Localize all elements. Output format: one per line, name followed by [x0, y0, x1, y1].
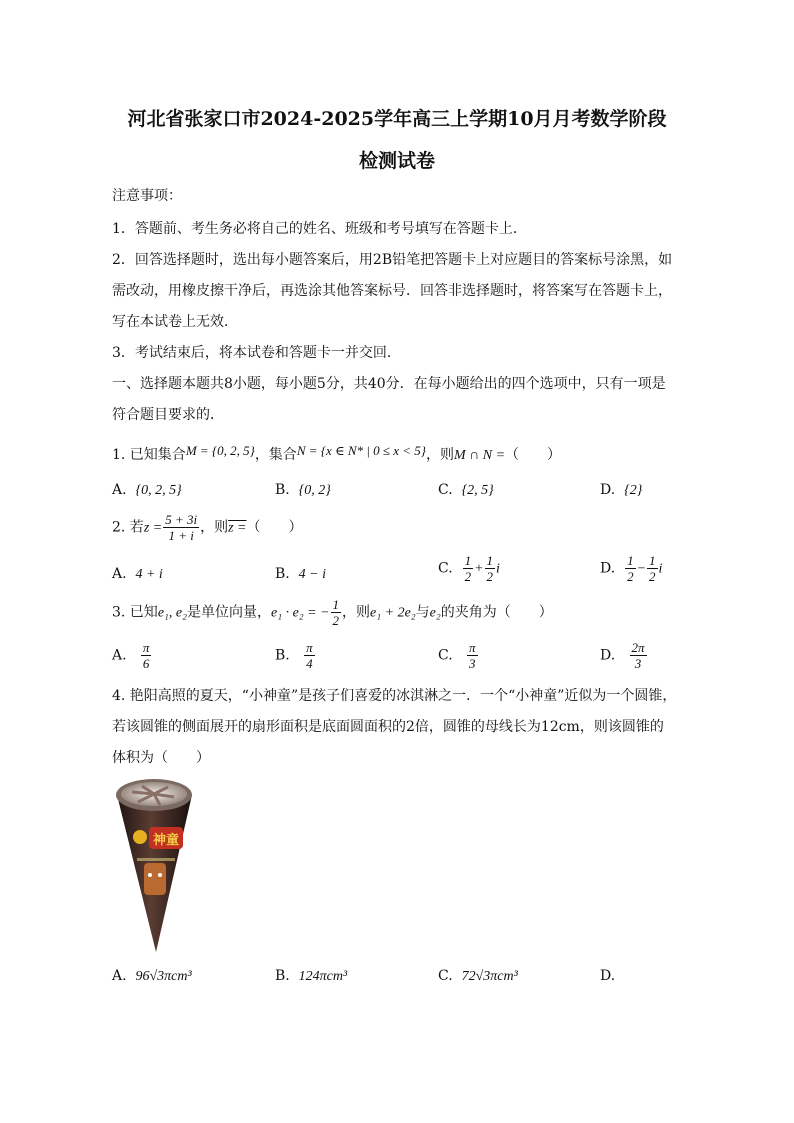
- notice-heading: 注意事项：: [112, 188, 182, 204]
- question-4-cont: 若该圆锥的侧面展开的扇形面积是底面圆面积的2倍，圆锥的母线长为12cm，则该圆锥的: [112, 719, 664, 735]
- question-2: 2. 若z = $\frac{5 + 3i}{1 + i}$ ，则z =（ ）: [112, 512, 303, 543]
- q4-option-b: B. 124πcm³: [275, 968, 348, 984]
- question-3: 3. 已知e₁, e₂是单位向量，e₁ · e₂ = − $\frac{1}{2}$ ，则e₁ + 2e₂与e₂的夹角为（ ）: [112, 597, 553, 628]
- q2-option-a: A. 4 + i: [112, 566, 163, 582]
- q3-option-d: D. $\frac{2\pi}{3}$: [600, 640, 645, 671]
- question-4: 4. 艳阳高照的夏天，“小神童”是孩子们喜爱的冰淇淋之一．一个“小神童”近似为一个圆锥，: [112, 688, 677, 704]
- q3-option-a: A. $\frac{\pi}{6}$: [112, 640, 150, 671]
- q3-option-b: B. $\frac{\pi}{4}$: [275, 640, 313, 671]
- q4-option-a: A. 96√3πcm³: [112, 968, 192, 984]
- page-title-line2: 检测试卷: [358, 150, 435, 172]
- q3-option-c: C. $\frac{\pi}{3}$: [438, 640, 476, 671]
- question-4-cont2: 体积为（ ）: [112, 750, 210, 766]
- q1-option-b: B. {0, 2}: [275, 482, 331, 498]
- q1-option-d: D. {2}: [600, 482, 643, 498]
- ice-cream-cone-image: [112, 775, 197, 955]
- notice-item-2-cont2: 写在本试卷上无效．: [112, 314, 238, 330]
- notice-item-1: 1．答题前、考生务必将自己的姓名、班级和考号填写在答题卡上．: [112, 221, 527, 237]
- page-title: 河北省张家口市2024-2025学年高三上学期10月月考数学阶段: [127, 108, 667, 130]
- q4-option-c: C. 72√3πcm³: [438, 968, 518, 984]
- notice-item-2: 2．回答选择题时，选出每小题答案后，用2B铅笔把答题卡上对应题目的答案标号涂黑，如: [112, 252, 673, 268]
- q2-option-d: D. $\frac{1}{2}$ − $\frac{1}{2}$ i: [600, 553, 663, 584]
- q2-option-c: C. $\frac{1}{2}$ + $\frac{1}{2}$ i: [438, 553, 500, 584]
- notice-item-2-cont: 需改动，用橡皮擦干净后，再选涂其他答案标号．回答非选择题时，将答案写在答题卡上，: [112, 283, 672, 299]
- q1-option-a: A. {0, 2, 5}: [112, 482, 182, 498]
- section-heading: 一、选择题本题共8小题，每小题5分，共40分．在每小题给出的四个选项中，只有一项是: [112, 376, 666, 392]
- section-heading-cont: 符合题目要求的．: [112, 407, 224, 423]
- q2-option-b: B. 4 − i: [275, 566, 326, 582]
- cone-label: 神童: [152, 833, 180, 848]
- notice-item-3: 3．考试结束后，将本试卷和答题卡一并交回．: [112, 345, 401, 361]
- q4-option-d: D.: [600, 968, 616, 984]
- question-1: 1. 已知集合M = {0, 2, 5}，集合N = {x ∈ N* | 0 ≤ x < 5}，则M ∩ N =（ ）: [112, 443, 562, 463]
- q1-option-c: C. {2, 5}: [438, 482, 494, 498]
